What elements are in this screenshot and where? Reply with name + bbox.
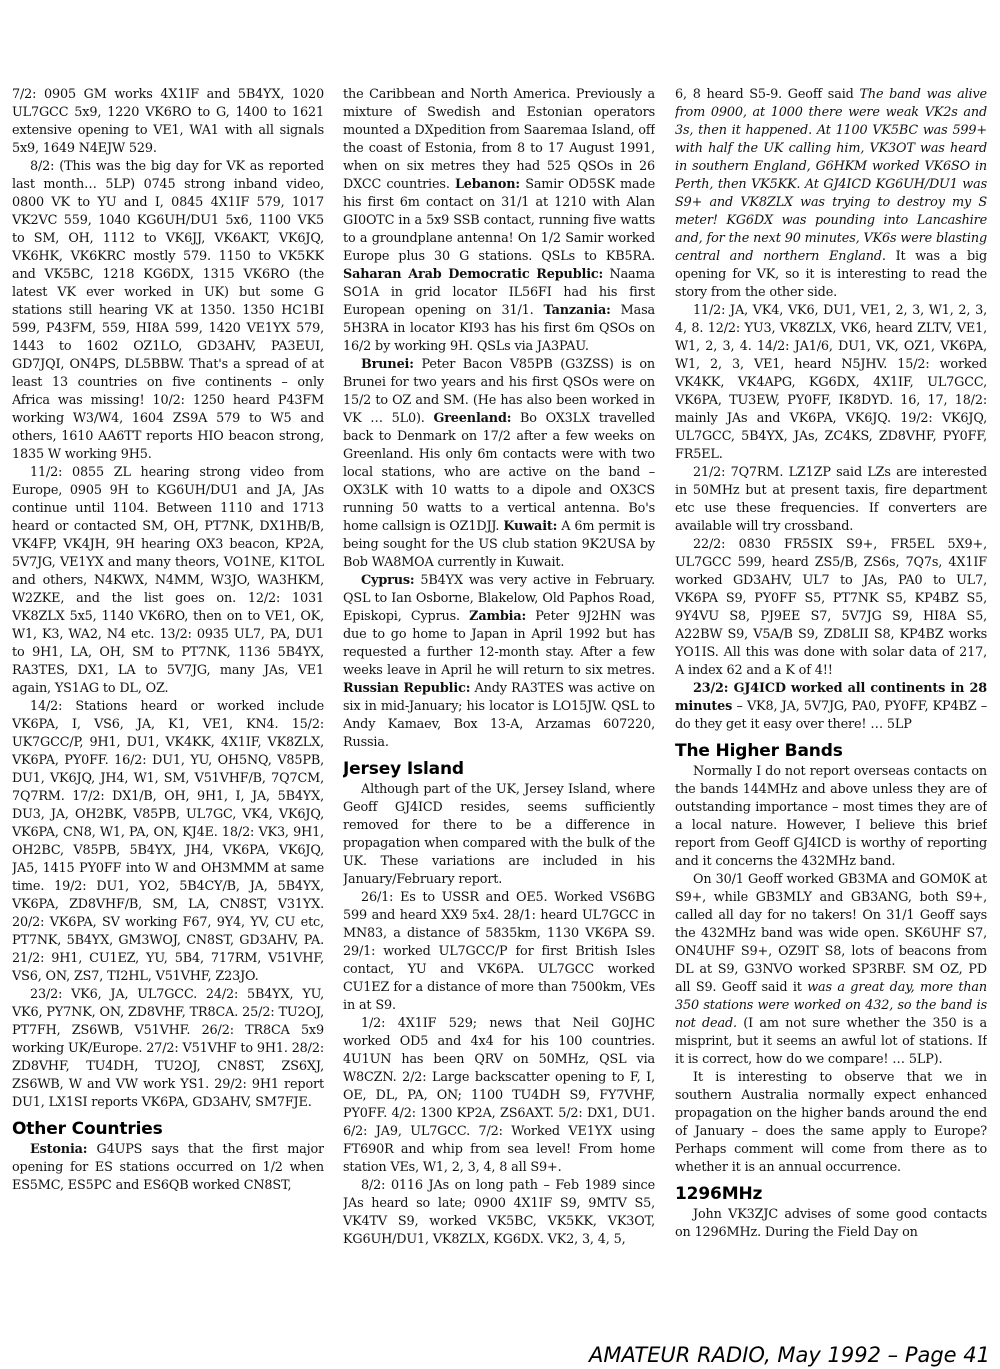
country-label: Saharan Arab Democratic Republic:	[343, 267, 604, 282]
column-right	[675, 86, 987, 1341]
paragraph-text: Andy RA3TES was active on six in mid-January; his locator is LO15JW. QSL to Andy Kamaev, Box 13-A, Arzamas 607220, Russia.	[343, 681, 655, 750]
paragraph: 8/2: (This was the big day for VK as reported last month… 5LP) 0745 strong inband video, 0800 VK to YU and I, 0845 4X1IF 579, 1017 VK2VC 559, 1040 KG6UH/DU1 5x6, 1100 VK5 to SM, OH, 1112 to VK6JJ, VK6AKT, VK6JQ, VK6HK, VK6KRC mostly 579. 1150 to VK5KK and VK5BC, 1218 KG6DX, 1315 VK6RO (the latest VK ever worked in UK) but some G stations still hearing VK at 1350. 1350 HC1BI 599, P43FM, 559, HI8A 599, 1420 VE1YX 579, 1443 to 1602 OZ1LO, GD3AHV, PA3EUI, GD7JQI, ON4PS, DL5BBW. That's a spread of at least 13 countries on five continents – only Africa was missing! 10/2: 1250 heard P43FM working W3/W4, 1604 ZS9A 579 to W5 and others, 1610 AA6TT reports HIO beacon strong, 1835 W working 9H5.	[12, 159, 324, 462]
paragraph-text: Peter Bacon V85PB (G3ZSS) is on Brunei for two years and his first QSOs were on 15/2 to OZ and SM. (He has also been worked in VK … 5L0).	[343, 357, 655, 426]
paragraph	[343, 356, 655, 572]
country-label: Brunei:	[361, 357, 414, 372]
paragraph: It is interesting to observe that we in southern Australia normally expect enhanced propagation on the higher bands around the end of January – does the same apply to Europe? Perhaps comment will come from there as to whether it is an annual occurrence.	[675, 1070, 987, 1175]
paragraph: 22/2: 0830 FR5SIX S9+, FR5EL 5X9+, UL7GCC 599, heard ZS5/B, ZS6s, 7Q7s, 4X1IF worked GD3AHV, UL7 to JAs, PA0 to UL7, VK6PA S9, PY0FF S5, PT7NK S5, KP4BZ S5, 9Y4VU S8, PJ9EE S7, 5V7JG S9, HI8A S5, A22BW S9, V5A/B S9, ZD8LII S8, KP4BZ works YO1IS. All this was done with solar data of 217, A index 62 and a K of 4!!	[675, 537, 987, 678]
paragraph: 21/2: 7Q7RM. LZ1ZP said LZs are interested in 50MHz but at present taxis, fire department etc use these frequencies. If converters are available will try crossband.	[675, 465, 987, 534]
column-left	[12, 86, 324, 1341]
country-label: Tanzania:	[543, 303, 611, 318]
paragraph: John VK3ZJC advises of some good contacts on 1296MHz. During the Field Day on	[675, 1207, 987, 1240]
paragraph	[675, 871, 987, 1069]
country-label: Estonia:	[30, 1142, 88, 1157]
paragraph: 1/2: 4X1IF 529; news that Neil G0JHC worked OD5 and 4x4 for his 100 countries. 4U1UN has been QRV on 50MHz, QSL via W8CZN. 2/2: Large backscatter opening to F, I, OE, DL, PA, ON; 1100 TU4DH S9, FY7VHF, PY0FF. 4/2: 1300 KP2A, ZS6AXT. 5/2: DX1, DU1. 6/2: JA9, UL7GCC. 7/2: Worked VE1YX using FT690R and whip from sea level! From home station VEs, W1, 2, 3, 4, 8 all S9+.	[343, 1016, 655, 1175]
paragraph: Normally I do not report overseas contacts on the bands 144MHz and above unless they are of outstanding importance – most times they are of a local nature. However, I believe this brief report from Geoff GJ4ICD is worthy of reporting and it concerns the 432MHz band.	[675, 764, 987, 869]
section-heading-jersey-island: Jersey Island	[343, 759, 464, 779]
paragraph: 11/2: JA, VK4, VK6, DU1, VE1, 2, 3, W1, 2, 3, 4, 8. 12/2: YU3, VK8ZLX, VK6, heard ZLTV, VE1, W1, 2, 3, 4. 14/2: JA1/6, DU1, VK, OZ1, VK6PA, W1, 2, 3, VE1, heard N5JHV. 15/2: worked VK4KK, VK4APG, KG6DX, 4X1IF, UL7GCC, VK6PA, TU3EW, PY0FF, IK8DYD. 16, 17, 18/2: mainly JAs and VK6PA, VK6JQ. 19/2: VK6JQ, UL7GCC, 5B4YX, JAs, ZC4KS, ZD8VHF, PY0FF, FR5EL.	[675, 303, 987, 462]
country-label: Greenland:	[433, 411, 512, 426]
paragraph: 7/2: 0905 GM works 4X1IF and 5B4YX, 1020 UL7GCC 5x9, 1220 VK6RO to G, 1400 to 1621 extensive opening to VE1, WA1 with all signals 5x9, 1649 N4EJW 529.	[12, 87, 324, 156]
paragraph	[343, 572, 655, 752]
paragraph-text: Samir OD5SK made his first 6m contact on 31/1 at 1210 with Alan GI0OTC in a 5x9 SSB contact, running five watts to a groundplane antenna! On 1/2 Samir worked Europe plus 30 G stations. QSLs to KB5RA.	[343, 177, 655, 264]
paragraph-text: the Caribbean and North America. Previously a mixture of Swedish and Estonian operators mounted a DXpedition from Saaremaa Island, off the coast of Estonia, from 8 to 17 August 1991, when on six metres they had 525 QSOs in 26 DXCC countries.	[343, 87, 655, 192]
magazine-title: AMATEUR RADIO	[589, 1343, 765, 1367]
paragraph-text: – VK8, JA, 5V7JG, PA0, PY0FF, KP4BZ – do they get it easy over there! … 5LP	[675, 699, 987, 732]
paragraph-text: Peter 9J2HN was due to go home to Japan in April 1992 but has requested a further 12-month stay. After a few weeks leave in April he will return to six metres.	[343, 609, 655, 678]
paragraph	[12, 1141, 324, 1195]
paragraph-text: A 6m permit is being sought for the US club station 9K2USA by Bob WA8MOA currently in Kuwait.	[343, 519, 655, 570]
country-label: Kuwait:	[503, 519, 558, 534]
column-middle	[343, 86, 655, 1341]
quote-text: The band was alive from 0900, at 1000 there were weak VK2s and 3s, then it happened. At 1100 VK5BC was 599+ with half the UK calling him, VK3OT was heard in southern England, G6HKM worked VK6SO in Perth, then VK5KK. At GJ4ICD KG6UH/DU1 was S9+ and VK8ZLX was trying to destroy my S meter! KG6DX was pounding into Lancashire and, for the next 90 minutes, VK6s were blasting central and northern England.	[675, 87, 987, 264]
paragraph: 26/1: Es to USSR and OE5. Worked VS6BG 599 and heard XX9 5x4. 28/1: heard UL7GCC in MN83, a distance of 5835km, 1130 VK6PA S9. 29/1: worked UL7GCC/P for first British Isles contact, YU and VK6PA. UL7GCC worked CU1EZ for a distance of more than 7500km, VEs in at S9.	[343, 890, 655, 1013]
section-heading-1296mhz: 1296MHz	[675, 1184, 763, 1204]
highlight-text: 23/2: GJ4ICD worked all continents in 28 minutes	[675, 681, 987, 714]
paragraph-text: Masa 5H3RA in locator KI93 has his first 6m QSOs on 16/2 by working 9H. QSLs via JA3PAU.	[343, 303, 655, 354]
page-footer	[589, 1343, 990, 1367]
paragraph-text: (I am not sure whether the 350 is a misprint, but it seems an awful lot of stations. If it is correct, how do we compare! … 5LP).	[675, 1016, 987, 1067]
paragraph-text: 5B4YX was very active in February. QSL to Ian Osborne, Blakelow, Old Paphos Road, Episkopi, Cyprus.	[343, 573, 655, 624]
paragraph-text: On 30/1 Geoff worked GB3MA and GOM0K at S9+, while GB3MLY and GB3ANG, both S9+, called all day for no takers! On 31/1 Geoff says the 432MHz band was wide open. SK6UHF S7, ON4UHF S9+, OZ9IT S8, lots of beacons from DL at S9, G3NVO worked SP3RBF. SM OZ, PD all S9. Geoff said it	[675, 872, 987, 995]
country-label: Russian Republic:	[343, 681, 471, 696]
quote-text: was a great day, more than 350 stations were worked on 432, so the band is not dead.	[675, 980, 987, 1031]
section-heading-higher-bands: The Higher Bands	[675, 741, 843, 761]
paragraph	[343, 86, 655, 356]
paragraph: 8/2: 0116 JAs on long path – Feb 1989 since JAs heard so late; 0900 4X1IF S9, 9MTV S5, VK4TV S9, worked VK5BC, VK5KK, VK3OT, KG6UH/DU1, VK8ZLX, KG6DX. VK2, 3, 4, 5,	[343, 1178, 655, 1247]
paragraph: 11/2: 0855 ZL hearing strong video from Europe, 0905 9H to KG6UH/DU1 and JA, JAs continue until 1104. Between 1110 and 1713 heard or contacted SM, OH, PT7NK, DX1HB/B, VK4FP, VK4JH, 9H hearing OX3 beacon, KP2A, 5V7JG, VE1YX and many theors, VO1NE, K1TOL and others, N4KWX, N4MM, W3JO, WA3HKM, W2ZKE, and the list goes on. 12/2: 1031 VK8ZLX 5x5, 1140 VK6RO, then on to VE1, OK, W1, K3, WA2, N4 etc. 13/2: 0935 UL7, PA, DU1 to 9H1, LA, OH, SM to PT7NK, 1136 5B4YX, RA3TES, DX1, LA to 5V7JG, many JAs, VE1 again, YS1AG to DL, OZ.	[12, 465, 324, 696]
paragraph-text: Bo OX3LX travelled back to Denmark on 17/2 after a few weeks on Greenland. His only 6m contacts were with two local stations, who are active on the band – OX3LK with 10 watts to a dipole and OX3CS running 50 watts to a vertical antenna. Bo's home callsign is OZ1DJJ.	[343, 411, 655, 534]
country-label: Cyprus:	[361, 573, 415, 588]
paragraph	[675, 680, 987, 734]
paragraph: 14/2: Stations heard or worked include VK6PA, I, VS6, JA, K1, VE1, KN4. 15/2: UK7GCC/P, 9H1, DU1, VK4KK, 4X1IF, VK8ZLX, VK6PA, PY0FF. 16/2: DU1, YU, OH5NQ, V85PB, DU1, VK6JQ, JH4, W1, SM, V51VHF/B, 7Q7CM, 7Q7RM. 17/2: DX1/B, OH, 9H1, I, JA, 5B4YX, DU3, JA, OH2BK, V85PB, UL7GC, VK4, VK6JQ, VK6PA, CN8, W1, PA, ON, KJ4E. 18/2: VK3, 9H1, OH2BC, V85PB, 5B4YX, JH4, VK6PA, VK6JQ, JA5, 1415 PY0FF into W and OH3MMM at same time. 19/2: DU1, YO2, 5B4CY/B, JA, 5B4YX, VK6PA, ZD8VHF/B, SM, LA, CN8ST, V31YX. 20/2: VK6PA, SV working F67, 9Y4, YV, CU etc, PT7NK, 5B4YX, GM3WOJ, CN8ST, GD3AHV, PA. 21/2: 9H1, CU1EZ, YU, 5B4, 717RM, V51VHF, VS6, ON, ZS7, TI2HL, V51VHF, Z23JO.	[12, 699, 324, 984]
paragraph-text: G4UPS says that the first major opening for ES stations occurred on 1/2 when ES5MC, ES5PC and ES6QB worked CN8ST,	[12, 1142, 324, 1193]
country-label: Lebanon:	[454, 177, 520, 192]
paragraph-text: 6, 8 heard S5-9. Geoff said	[675, 87, 860, 102]
issue-page: , May 1992 – Page 41	[764, 1343, 990, 1367]
paragraph	[675, 86, 987, 302]
paragraph: Although part of the UK, Jersey Island, where Geoff GJ4ICD resides, seems sufficiently removed for there to be a difference in propagation when compared with the bulk of the UK. These variations are included in his January/February report.	[343, 782, 655, 887]
paragraph: 23/2: VK6, JA, UL7GCC. 24/2: 5B4YX, YU, VK6, PY7NK, ON, ZD8VHF, TR8CA. 25/2: TU2OJ, PT7FH, ZS6WB, V51VHF. 26/2: TR8CA 5x9 working UK/Europe. 27/2: V51VHF to 9H1. 28/2: ZD8VHF, TU4DH, TU2OJ, CN8ST, ZS6XJ, ZS6WB, W and VW work YS1. 29/2: 9H1 report DU1, LX1SI reports VK6PA, GD3AHV, SM7FJE.	[12, 987, 324, 1110]
country-label: Zambia:	[469, 609, 527, 624]
section-heading-other-countries: Other Countries	[12, 1119, 163, 1139]
paragraph-text: It was a big opening for VK, so it is interesting to read the story from the other side.	[675, 249, 987, 300]
paragraph-text: Naama SO1A in grid locator IL56FI had his first European opening on 31/1.	[343, 267, 655, 318]
